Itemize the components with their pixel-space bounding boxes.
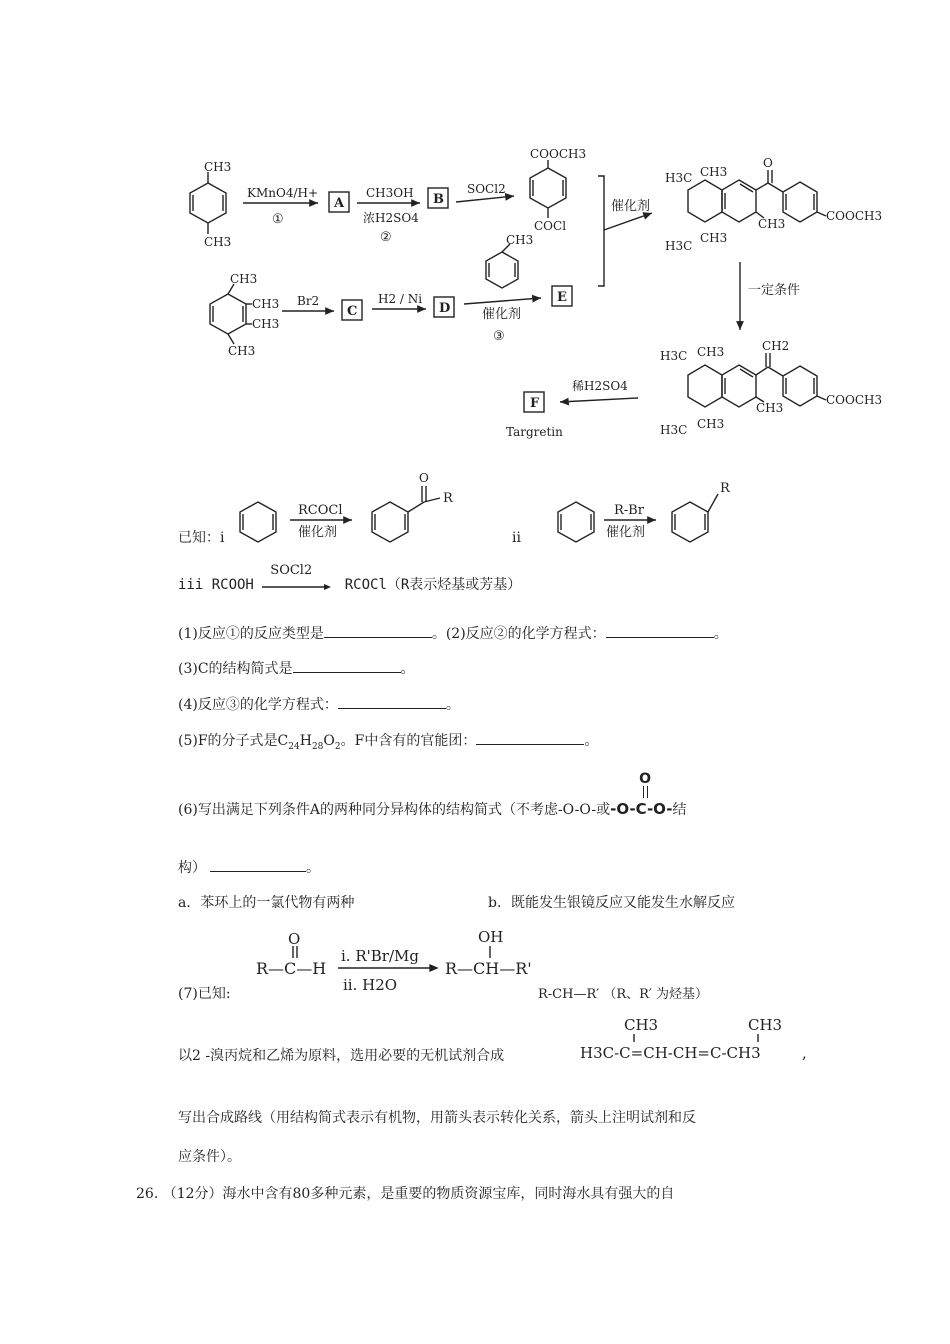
question-3 <box>178 659 415 678</box>
second-ch3-1: CH3 <box>697 345 725 359</box>
tmb-ch3-2: CH3 <box>252 297 280 311</box>
q5-o: O <box>323 733 335 749</box>
box-E-label: E <box>557 290 567 305</box>
ii-reagent: R-Br <box>614 503 644 518</box>
q6-carbonate <box>610 771 673 818</box>
second-h3c-2: H3C <box>660 423 688 437</box>
q6-double-bond <box>643 786 648 798</box>
q7-line-3-text: 写出合成路线（用结构简式表示有机物，用箭头表示转化关系，箭头上注明试剂和反 <box>178 1110 696 1126</box>
q7-right: R—CH—R' <box>445 959 532 978</box>
box-C-label: C <box>347 304 358 319</box>
q7-label: (7)已知: <box>178 986 231 1002</box>
q7-line-4-text: 应条件）。 <box>178 1149 241 1165</box>
i-o: O <box>419 471 429 485</box>
q6-text-b: 结 <box>672 802 687 818</box>
box-D-label: D <box>439 301 451 316</box>
second-cooch3: COOCH3 <box>826 393 883 407</box>
q7-line-2 <box>178 1047 504 1065</box>
q7-o: O <box>288 930 301 948</box>
target-ch3-a: CH3 <box>624 1016 659 1034</box>
second-h3c-1: H3C <box>660 349 688 363</box>
ii-catalyst: 催化剂 <box>606 525 646 540</box>
q1-blank[interactable] <box>324 624 432 638</box>
alkylbenzene-ii <box>672 494 718 542</box>
q2-text: 。(2)反应②的化学方程式： <box>431 626 606 642</box>
step3-catalyst: 催化剂 <box>482 307 522 322</box>
second-ch2: CH2 <box>762 339 790 353</box>
known-prefix: 已知：i <box>178 530 225 546</box>
xylene-ch3-top: CH3 <box>204 160 232 174</box>
second-ch3-ring: CH3 <box>756 401 784 415</box>
iii-arrow <box>262 563 336 592</box>
h2ni-label: H2 / Ni <box>378 292 423 306</box>
step3-label: ③ <box>493 329 505 344</box>
alkene-product <box>688 353 826 407</box>
q7-target-structure <box>578 1012 818 1070</box>
q7-line-4 <box>178 1148 241 1166</box>
big-ch3-ring: CH3 <box>758 217 786 231</box>
big-ch3-2: CH3 <box>700 231 728 245</box>
i-reagent: RCOCl <box>298 503 343 518</box>
q5-sub-2: 2 <box>334 741 341 752</box>
q6-o: O <box>639 771 652 787</box>
known-reactions <box>0 460 950 570</box>
arrow-dilute <box>560 398 638 402</box>
q1-text: (1)反应①的反应类型是 <box>178 626 324 642</box>
q6-condition-a <box>178 894 354 912</box>
catalyst-label: 催化剂 <box>611 199 651 214</box>
question-5 <box>178 731 598 756</box>
q4-blank[interactable] <box>338 695 446 709</box>
q26-text: 26. （12分）海水中含有80多种元素，是重要的物质资源宝库，同时海水具有强大的自 <box>136 1186 675 1202</box>
toluene2-ch3: CH3 <box>506 233 534 247</box>
trimethylbenzene-ring <box>210 284 252 344</box>
q2-end: 。 <box>713 626 728 642</box>
known-iii <box>178 563 522 594</box>
xylene-ch3-bottom: CH3 <box>204 235 232 249</box>
question-6 <box>178 771 687 819</box>
second-ch3-2: CH3 <box>697 417 725 431</box>
step2-label: ② <box>380 230 392 245</box>
q6-text-c: 构） <box>178 860 206 876</box>
question-6-cont <box>178 858 320 877</box>
q3-blank[interactable] <box>293 659 401 673</box>
i-r: R <box>443 491 453 506</box>
q5-h: H <box>299 733 312 749</box>
p-xylene-ring <box>190 172 226 234</box>
q6-struct: -O-C-O- <box>610 800 673 818</box>
q5-sub-24: 24 <box>288 741 300 752</box>
box-A-label: A <box>334 196 345 211</box>
question-1-2 <box>178 624 728 643</box>
iii-left: iii RCOOH <box>178 577 254 593</box>
q5-end: 。 <box>584 733 599 749</box>
box-B-label: B <box>433 192 444 207</box>
q7-left: R—C—H <box>256 959 327 978</box>
q7-line-2-text: 以2 -溴丙烷和乙烯为原料，选用必要的无机试剂合成 <box>178 1048 505 1064</box>
condition-label: 一定条件 <box>748 283 801 298</box>
q7-reaction <box>0 922 950 1012</box>
step1-reagent: KMnO4/H+ <box>247 186 319 200</box>
step1-label: ① <box>272 212 284 227</box>
q6-cond-b-text: b．既能发生银镜反应又能发生水解反应 <box>488 895 735 911</box>
q7-reagent-1: i. R'Br/Mg <box>341 947 419 965</box>
i-catalyst: 催化剂 <box>298 525 338 540</box>
arrow-socl2 <box>456 196 514 202</box>
q7-oh: OH <box>478 928 504 946</box>
product-cocl: COCl <box>534 219 567 233</box>
benzene-ii <box>558 502 594 542</box>
box-F-label: F <box>530 396 540 411</box>
dilute-label: 稀H2SO4 <box>572 379 628 393</box>
targretin-label: Targretin <box>506 425 563 439</box>
big-cooch3: COOCH3 <box>826 209 883 223</box>
q6-blank[interactable] <box>210 858 306 872</box>
big-h3c-1: H3C <box>665 171 693 185</box>
big-o: O <box>763 156 773 170</box>
q6-condition-b <box>488 894 735 912</box>
q4-end: 。 <box>445 697 460 713</box>
q6-text: (6)写出满足下列条件A的两种同分异构体的结构简式（不考虑-O-O-或 <box>178 802 611 818</box>
question-26 <box>136 1185 674 1203</box>
ketone-i <box>372 486 440 542</box>
q2-blank[interactable] <box>606 624 714 638</box>
q5-text-b: 。F中含有的官能团： <box>340 733 477 749</box>
iii-right: RCOCl（R表示烃基或芳基） <box>344 577 522 593</box>
tmb-ch3-3: CH3 <box>252 317 280 331</box>
product-cooch3: COOCH3 <box>530 147 587 161</box>
q5-text: (5)F的分子式是C <box>178 733 289 749</box>
q4-text: (4)反应③的化学方程式： <box>178 697 338 713</box>
benzene-i <box>240 502 276 542</box>
q5-sub-28: 28 <box>311 741 324 752</box>
ii-label: ii <box>512 530 521 546</box>
toluene-ring <box>486 244 518 288</box>
ii-r: R <box>720 481 730 496</box>
tmb-ch3-1: CH3 <box>230 272 258 286</box>
question-4 <box>178 695 460 714</box>
step2-reagent-bottom: 浓H2SO4 <box>363 211 419 225</box>
bracket <box>598 176 604 286</box>
target-comma: , <box>802 1044 807 1062</box>
q7-tail: R-CH—R′ （R、R′ 为烃基） <box>538 987 708 1002</box>
arrow-step3 <box>464 298 541 304</box>
iii-reagent: SOCl2 <box>270 563 313 578</box>
q6-cond-a-text: a．苯环上的一氯代物有两种 <box>178 895 355 911</box>
q6-end: 。 <box>306 860 320 876</box>
q7-line-3 <box>178 1109 696 1127</box>
q5-blank[interactable] <box>476 731 584 745</box>
q7-reagent-2: ii. H2O <box>343 976 398 994</box>
q3-text: (3)C的结构简式是 <box>178 661 293 677</box>
step2-reagent-top: CH3OH <box>366 186 414 200</box>
target-ch3-b: CH3 <box>748 1016 783 1034</box>
br2-label: Br2 <box>297 294 320 308</box>
target-chain: H3C-C=CH-CH=C-CH3 <box>580 1044 761 1062</box>
big-ch3-1: CH3 <box>700 165 728 179</box>
socl2-label: SOCl2 <box>467 182 506 196</box>
big-h3c-2: H3C <box>665 239 693 253</box>
reaction-scheme <box>0 0 950 460</box>
q3-end: 。 <box>400 661 415 677</box>
arrow-catalyst <box>604 213 652 230</box>
tmb-ch3-4: CH3 <box>228 344 256 358</box>
methyl-ester-ring <box>530 160 566 218</box>
